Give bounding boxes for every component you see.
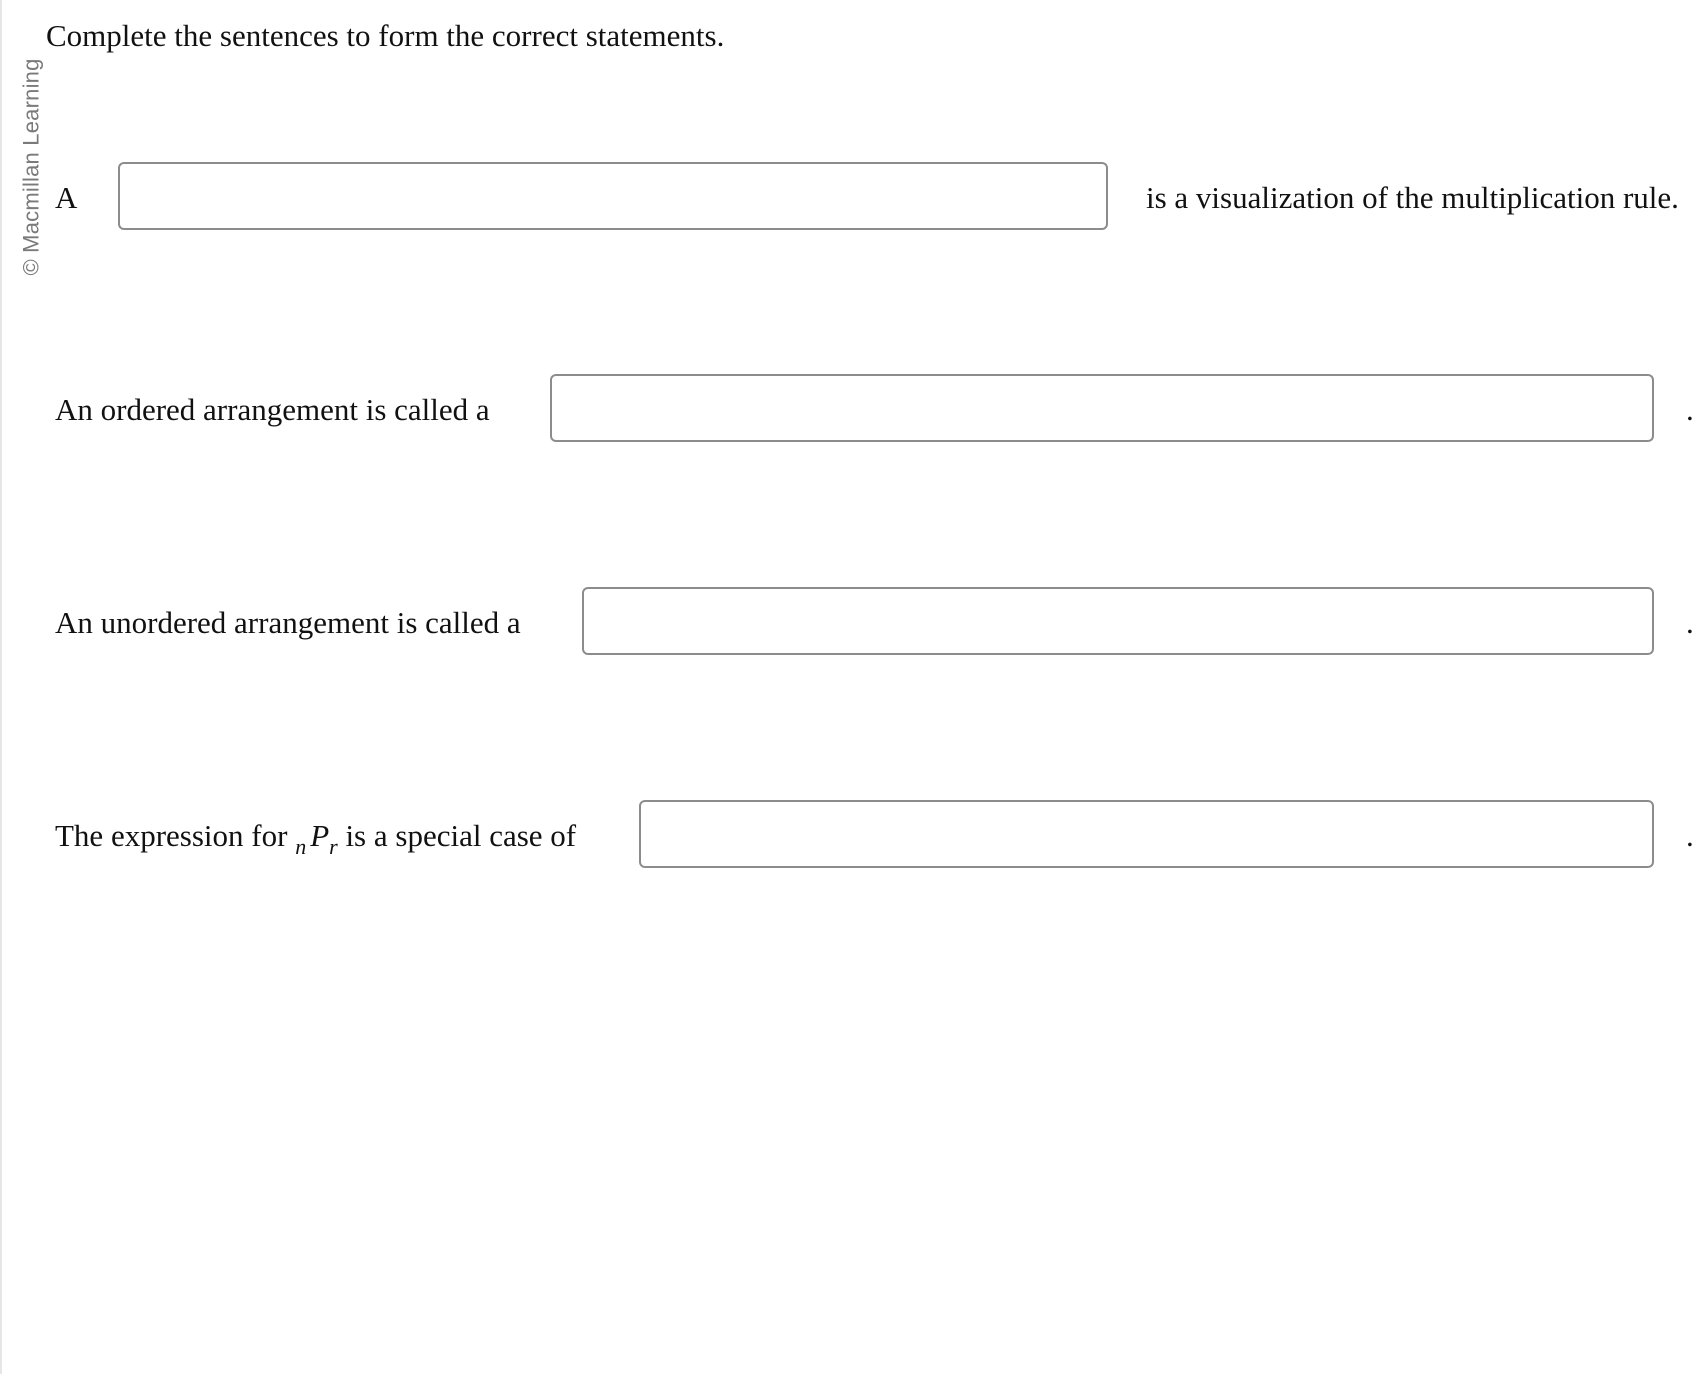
question-3-prefix: An unordered arrangement is called a: [55, 605, 521, 640]
answer-field-1[interactable]: [118, 162, 1108, 230]
question-4-middle: is a special case of: [345, 818, 577, 853]
answer-field-2[interactable]: [550, 374, 1654, 442]
question-4-prefix: The expression for: [55, 818, 288, 853]
question-row-1: [0, 162, 1708, 234]
permutation-n-subscript: n: [295, 834, 307, 859]
question-1-suffix: is a visualization of the multiplication rule.: [1146, 180, 1679, 215]
instructions-text: Complete the sentences to form the correct statements.: [46, 18, 725, 53]
permutation-notation: [295, 818, 338, 859]
question-4-sentence: [55, 816, 576, 867]
question-3-period: .: [1686, 605, 1694, 640]
question-4-period: .: [1686, 818, 1694, 853]
permutation-r-subscript: r: [329, 834, 338, 859]
copyright-text: © Macmillan Learning: [19, 58, 44, 276]
permutation-p-symbol: P: [310, 818, 330, 853]
question-2-period: .: [1686, 392, 1694, 427]
question-row-4: [0, 800, 1708, 872]
question-row-3: [0, 587, 1708, 659]
question-row-2: [0, 374, 1708, 446]
answer-field-3[interactable]: [582, 587, 1654, 655]
question-2-prefix: An ordered arrangement is called a: [55, 392, 490, 427]
answer-field-4[interactable]: [639, 800, 1654, 868]
question-1-prefix: A: [55, 180, 78, 215]
